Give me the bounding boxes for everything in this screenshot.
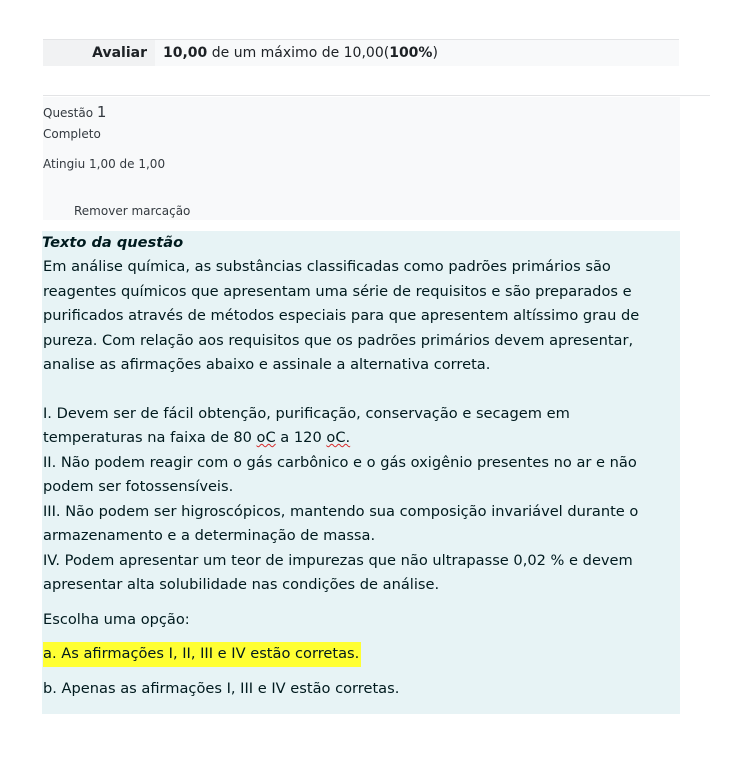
option-b[interactable]: b. Apenas as afirmações I, III e IV estão corretas. (43, 679, 400, 697)
option-a[interactable]: a. As afirmações I, II, III e IV estão corretas. (43, 642, 361, 667)
question-number-label: Questão (43, 106, 97, 120)
question-text-heading: Texto da questão (42, 234, 184, 251)
question-text (42, 255, 680, 598)
statement-2: II. Não podem reagir com o gás carbônico e o gás oxigênio presentes no ar e não podem ser fotossensíveis. (43, 453, 637, 495)
answer-prompt: Escolha uma opção: (43, 610, 190, 628)
question-info (43, 97, 680, 220)
question-state: Completo (43, 127, 101, 141)
grade-score: 10,00 (163, 45, 208, 61)
grade-label: Avaliar (43, 40, 155, 66)
grade-percent: 100% (389, 45, 433, 61)
statement-1-mid: a 120 (275, 429, 327, 446)
question-content (42, 231, 680, 714)
statement-1-start: I. Devem ser de fácil obtenção, purificação, conservação e secagem em temperaturas na faixa de 80 (43, 404, 570, 446)
statement-1 (43, 402, 672, 451)
question-intro: Em análise química, as substâncias classificadas como padrões primários são reagentes químicos que apresentam uma série de requisitos e são preparados e purificados através de métodos especiais para que apresentem altíssimo grau de pureza. Com relação aos requisitos que os padrões primários devem apresentar, analise as afirmações abaixo e assinale a alternativa correta. (43, 258, 640, 373)
remove-flag-link[interactable]: Remover marcação (74, 204, 191, 218)
question-number (43, 103, 106, 121)
statement-1-unit2: oC. (326, 429, 351, 446)
grade-summary (43, 39, 679, 66)
statement-3: III. Não podem ser higroscópicos, mantendo sua composição invariável durante o armazenamento e a determinação de massa. (43, 502, 639, 544)
statement-4: IV. Podem apresentar um teor de impurezas que não ultrapasse 0,02 % e devem apresentar alta solubilidade nas condições de análise. (43, 551, 633, 593)
question-grade: Atingiu 1,00 de 1,00 (43, 157, 166, 171)
statement-1-unit1: oC (256, 429, 276, 446)
question-number-value: 1 (96, 103, 107, 121)
section-divider (43, 95, 710, 96)
grade-value (155, 45, 438, 61)
grade-max: de um máximo de 10,00( (207, 45, 390, 61)
grade-close: ) (432, 45, 438, 61)
